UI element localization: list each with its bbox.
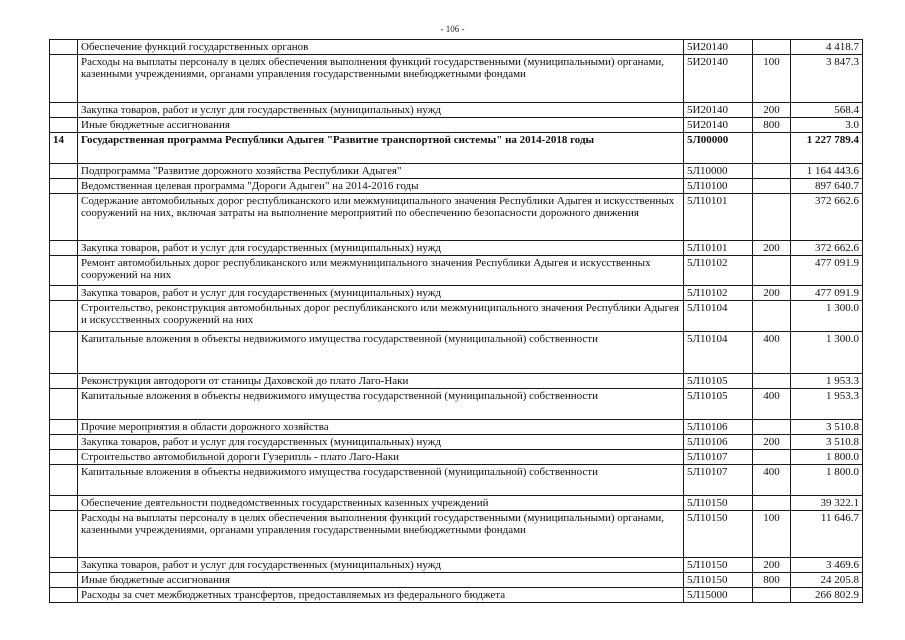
expense-type-cell: 100 bbox=[753, 55, 791, 103]
amount-cell: 1 300.0 bbox=[791, 301, 863, 332]
row-number-cell bbox=[50, 118, 78, 133]
target-code-cell: 5Л10150 bbox=[684, 511, 753, 558]
target-code-cell: 5И20140 bbox=[684, 118, 753, 133]
amount-cell: 3 847.3 bbox=[791, 55, 863, 103]
table-row bbox=[50, 55, 863, 103]
table-row bbox=[50, 164, 863, 179]
row-number-cell bbox=[50, 420, 78, 435]
row-number-cell bbox=[50, 40, 78, 55]
expense-type-cell bbox=[753, 420, 791, 435]
expense-name-cell: Закупка товаров, работ и услуг для государственных (муниципальных) нужд bbox=[78, 435, 684, 450]
target-code-cell: 5Л10150 bbox=[684, 558, 753, 573]
row-number-cell bbox=[50, 374, 78, 389]
expense-name-cell: Закупка товаров, работ и услуг для государственных (муниципальных) нужд bbox=[78, 241, 684, 256]
table-row bbox=[50, 389, 863, 420]
target-code-cell: 5Л10105 bbox=[684, 374, 753, 389]
target-code-cell: 5Л10104 bbox=[684, 332, 753, 374]
expense-type-cell bbox=[753, 450, 791, 465]
expense-type-cell bbox=[753, 588, 791, 603]
expense-type-cell: 800 bbox=[753, 573, 791, 588]
expense-name-cell: Капитальные вложения в объекты недвижимого имущества государственной (муниципальной) собственности bbox=[78, 465, 684, 496]
row-number-cell bbox=[50, 573, 78, 588]
row-number-cell bbox=[50, 286, 78, 301]
expense-type-cell: 200 bbox=[753, 286, 791, 301]
table-row bbox=[50, 573, 863, 588]
target-code-cell: 5Л10107 bbox=[684, 450, 753, 465]
row-number-cell bbox=[50, 55, 78, 103]
row-number-cell bbox=[50, 511, 78, 558]
amount-cell: 3 469.6 bbox=[791, 558, 863, 573]
amount-cell: 897 640.7 bbox=[791, 179, 863, 194]
expense-name-cell: Капитальные вложения в объекты недвижимого имущества государственной (муниципальной) собственности bbox=[78, 389, 684, 420]
table-row bbox=[50, 588, 863, 603]
target-code-cell: 5И20140 bbox=[684, 55, 753, 103]
expense-type-cell: 100 bbox=[753, 511, 791, 558]
row-number-cell bbox=[50, 301, 78, 332]
target-code-cell: 5Л00000 bbox=[684, 133, 753, 164]
row-number-cell: 14 bbox=[50, 133, 78, 164]
expense-name-cell: Ведомственная целевая программа "Дороги Адыгеи" на 2014-2016 годы bbox=[78, 179, 684, 194]
expense-name-cell: Расходы на выплаты персоналу в целях обеспечения выполнения функций государственными (муниципальными) органами, казенными учреждениями, органами управления государственными внебюджетными фондами bbox=[78, 511, 684, 558]
row-number-cell bbox=[50, 179, 78, 194]
amount-cell: 477 091.9 bbox=[791, 286, 863, 301]
amount-cell: 372 662.6 bbox=[791, 241, 863, 256]
expense-name-cell: Закупка товаров, работ и услуг для государственных (муниципальных) нужд bbox=[78, 286, 684, 301]
amount-cell: 3.0 bbox=[791, 118, 863, 133]
row-number-cell bbox=[50, 103, 78, 118]
expense-type-cell: 800 bbox=[753, 118, 791, 133]
amount-cell: 372 662.6 bbox=[791, 194, 863, 241]
row-number-cell bbox=[50, 450, 78, 465]
table-row bbox=[50, 118, 863, 133]
expense-name-cell: Строительство автомобильной дороги Гузерипль - плато Лаго-Наки bbox=[78, 450, 684, 465]
table-row bbox=[50, 496, 863, 511]
amount-cell: 24 205.8 bbox=[791, 573, 863, 588]
row-number-cell bbox=[50, 558, 78, 573]
amount-cell: 1 300.0 bbox=[791, 332, 863, 374]
table-row bbox=[50, 241, 863, 256]
amount-cell: 1 164 443.6 bbox=[791, 164, 863, 179]
table-row bbox=[50, 179, 863, 194]
table-row bbox=[50, 286, 863, 301]
target-code-cell: 5Л10102 bbox=[684, 256, 753, 286]
amount-cell: 3 510.8 bbox=[791, 420, 863, 435]
amount-cell: 1 800.0 bbox=[791, 450, 863, 465]
amount-cell: 1 953.3 bbox=[791, 389, 863, 420]
expense-type-cell: 200 bbox=[753, 558, 791, 573]
expense-type-cell: 400 bbox=[753, 389, 791, 420]
expense-name-cell: Обеспечение функций государственных органов bbox=[78, 40, 684, 55]
table-row bbox=[50, 194, 863, 241]
target-code-cell: 5И20140 bbox=[684, 103, 753, 118]
expense-name-cell: Содержание автомобильных дорог республиканского или межмуниципального значения Республики Адыгея и искусственных сооружений на них, включая затраты на выполнение мероприятий по обеспечению безопасности дорожного движения bbox=[78, 194, 684, 241]
table-row bbox=[50, 511, 863, 558]
row-number-cell bbox=[50, 194, 78, 241]
expense-type-cell bbox=[753, 301, 791, 332]
page-number: - 106 - bbox=[440, 24, 465, 34]
target-code-cell: 5Л10150 bbox=[684, 573, 753, 588]
table-row bbox=[50, 465, 863, 496]
table-row bbox=[50, 301, 863, 332]
table-row bbox=[50, 256, 863, 286]
target-code-cell: 5Л10000 bbox=[684, 164, 753, 179]
expense-name-cell: Строительство, реконструкция автомобильных дорог республиканского или межмуниципального значения Республики Адыгея и искусственных сооружений на них bbox=[78, 301, 684, 332]
expense-name-cell: Иные бюджетные ассигнования bbox=[78, 118, 684, 133]
expense-type-cell bbox=[753, 256, 791, 286]
expense-type-cell: 400 bbox=[753, 332, 791, 374]
amount-cell: 1 800.0 bbox=[791, 465, 863, 496]
row-number-cell bbox=[50, 465, 78, 496]
expense-name-cell: Иные бюджетные ассигнования bbox=[78, 573, 684, 588]
row-number-cell bbox=[50, 332, 78, 374]
target-code-cell: 5Л10101 bbox=[684, 241, 753, 256]
table-row bbox=[50, 40, 863, 55]
expense-type-cell bbox=[753, 194, 791, 241]
table-row bbox=[50, 558, 863, 573]
expense-type-cell bbox=[753, 496, 791, 511]
expense-name-cell: Ремонт автомобильных дорог республиканского или межмуниципального значения Республики Адыгея и искусственных сооружений на них bbox=[78, 256, 684, 286]
amount-cell: 1 227 789.4 bbox=[791, 133, 863, 164]
target-code-cell: 5Л10105 bbox=[684, 389, 753, 420]
expense-type-cell: 200 bbox=[753, 435, 791, 450]
expense-name-cell: Расходы на выплаты персоналу в целях обеспечения выполнения функций государственными (муниципальными) органами, казенными учреждениями, органами управления государственными внебюджетными фондами bbox=[78, 55, 684, 103]
target-code-cell: 5Л10106 bbox=[684, 420, 753, 435]
target-code-cell: 5Л10102 bbox=[684, 286, 753, 301]
table-row bbox=[50, 450, 863, 465]
row-number-cell bbox=[50, 588, 78, 603]
expense-name-cell: Закупка товаров, работ и услуг для государственных (муниципальных) нужд bbox=[78, 558, 684, 573]
table-row bbox=[50, 133, 863, 164]
table-row bbox=[50, 420, 863, 435]
target-code-cell: 5Л10106 bbox=[684, 435, 753, 450]
expense-type-cell: 200 bbox=[753, 241, 791, 256]
target-code-cell: 5Л10107 bbox=[684, 465, 753, 496]
expense-type-cell: 200 bbox=[753, 103, 791, 118]
expense-name-cell: Обеспечение деятельности подведомственных государственных казенных учреждений bbox=[78, 496, 684, 511]
budget-table-body bbox=[50, 40, 863, 603]
expense-type-cell bbox=[753, 374, 791, 389]
row-number-cell bbox=[50, 241, 78, 256]
target-code-cell: 5Л10101 bbox=[684, 194, 753, 241]
row-number-cell bbox=[50, 496, 78, 511]
amount-cell: 3 510.8 bbox=[791, 435, 863, 450]
table-row bbox=[50, 374, 863, 389]
expense-type-cell bbox=[753, 179, 791, 194]
expense-type-cell bbox=[753, 133, 791, 164]
target-code-cell: 5Л15000 bbox=[684, 588, 753, 603]
expense-name-cell: Реконструкция автодороги от станицы Даховской до плато Лаго-Наки bbox=[78, 374, 684, 389]
amount-cell: 1 953.3 bbox=[791, 374, 863, 389]
expense-name-cell: Капитальные вложения в объекты недвижимого имущества государственной (муниципальной) собственности bbox=[78, 332, 684, 374]
table-row bbox=[50, 332, 863, 374]
row-number-cell bbox=[50, 435, 78, 450]
row-number-cell bbox=[50, 256, 78, 286]
expense-name-cell: Прочие мероприятия в области дорожного хозяйства bbox=[78, 420, 684, 435]
expense-name-cell: Расходы за счет межбюджетных трансфертов, предоставляемых из федерального бюджета bbox=[78, 588, 684, 603]
amount-cell: 266 802.9 bbox=[791, 588, 863, 603]
table-row bbox=[50, 103, 863, 118]
target-code-cell: 5Л10104 bbox=[684, 301, 753, 332]
table-row bbox=[50, 435, 863, 450]
expense-type-cell bbox=[753, 164, 791, 179]
amount-cell: 11 646.7 bbox=[791, 511, 863, 558]
expense-name-cell: Государственная программа Республики Адыгея "Развитие транспортной системы" на 2014-2018 годы bbox=[78, 133, 684, 164]
target-code-cell: 5Л10100 bbox=[684, 179, 753, 194]
amount-cell: 477 091.9 bbox=[791, 256, 863, 286]
expense-name-cell: Закупка товаров, работ и услуг для государственных (муниципальных) нужд bbox=[78, 103, 684, 118]
budget-table bbox=[49, 39, 863, 603]
expense-type-cell bbox=[753, 40, 791, 55]
target-code-cell: 5И20140 bbox=[684, 40, 753, 55]
target-code-cell: 5Л10150 bbox=[684, 496, 753, 511]
row-number-cell bbox=[50, 389, 78, 420]
expense-name-cell: Подпрограмма "Развитие дорожного хозяйства Республики Адыгея" bbox=[78, 164, 684, 179]
amount-cell: 4 418.7 bbox=[791, 40, 863, 55]
amount-cell: 568.4 bbox=[791, 103, 863, 118]
expense-type-cell: 400 bbox=[753, 465, 791, 496]
row-number-cell bbox=[50, 164, 78, 179]
amount-cell: 39 322.1 bbox=[791, 496, 863, 511]
